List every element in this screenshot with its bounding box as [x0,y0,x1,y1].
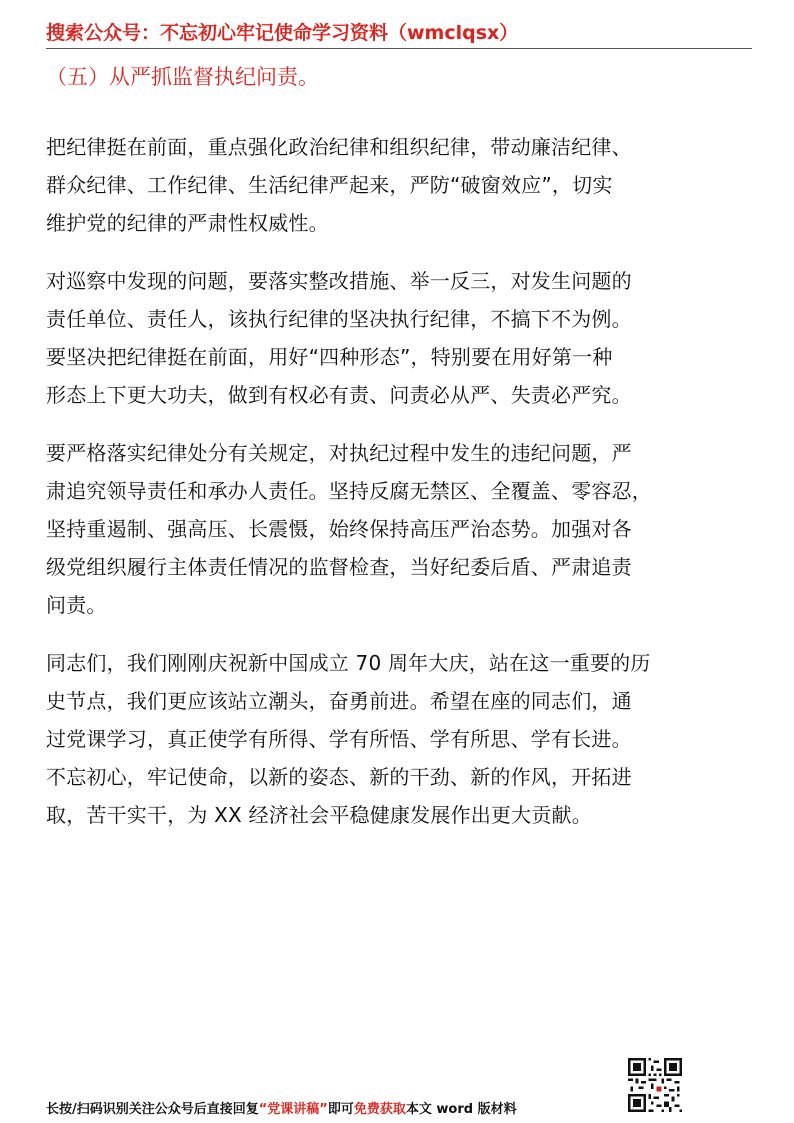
paragraph-line: 责任单位、责任人，该执行纪律的坚决执行纪律，不搞下不为例。 [46,307,632,331]
paragraph-line: 把纪律挺在前面，重点强化政治纪律和组织纪律，带动廉洁纪律、 [46,135,632,159]
paragraph-line: 维护党的纪律的严肃性权威性。 [46,211,329,235]
paragraph-3 [46,434,752,624]
header-banner: 搜索公众号：不忘初心牢记使命学习资料（wmclqsx） [46,22,519,44]
document-body [46,128,752,854]
footer-prefix: 长按/扫码识别关注公众号后直接回复 [46,1102,259,1117]
paragraph-line: 群众纪律、工作纪律、生活纪律严起来，严防“破窗效应”，切实 [46,173,613,197]
paragraph-line: 要坚决把纪律挺在前面，用好“四种形态”，特别要在用好第一种 [46,345,613,369]
footer-keyword: “党课讲稿” [258,1102,328,1117]
paragraph-4 [46,644,752,834]
paragraph-line: 史节点，我们更应该站立潮头，奋勇前进。希望在座的同志们，通 [46,689,632,713]
paragraph-line: 取，苦干实干，为 XX 经济社会平稳健康发展作出更大贡献。 [46,803,592,827]
footer-middle: 即可 [327,1102,354,1117]
paragraph-line: 形态上下更大功夫，做到有权必有责、问责必从严、失责必严究。 [46,383,632,407]
paragraph-2 [46,262,752,414]
qr-code-icon[interactable] [628,1058,682,1112]
paragraph-1 [46,128,752,242]
section-heading: （五）从严抓监督执纪问责。 [46,65,319,89]
paragraph-line: 问责。 [46,593,107,617]
paragraph-line: 对巡察中发现的问题，要落实整改措施、举一反三，对发生问题的 [46,269,632,293]
paragraph-line: 同志们，我们刚刚庆祝新中国成立 70 周年大庆，站在这一重要的历 [46,651,651,675]
paragraph-line: 级党组织履行主体责任情况的监督检查，当好纪委后盾、严肃追责 [46,555,632,579]
paragraph-line: 肃追究领导责任和承办人责任。坚持反腐无禁区、全覆盖、零容忍， [46,479,652,503]
footer-free: 免费获取 [353,1102,406,1117]
footer-instruction [46,1102,517,1118]
paragraph-line: 不忘初心，牢记使命，以新的姿态、新的干劲、新的作风，开拓进 [46,765,632,789]
paragraph-line: 过党课学习，真正使学有所得、学有所悟、学有所思、学有长进。 [46,727,632,751]
paragraph-line: 要严格落实纪律处分有关规定，对执纪过程中发生的违纪问题，严 [46,441,632,465]
paragraph-line: 坚持重遏制、强高压、长震慑，始终保持高压严治态势。加强对各 [46,517,632,541]
header-divider [46,48,752,49]
footer-suffix: 本文 word 版材料 [405,1102,517,1117]
